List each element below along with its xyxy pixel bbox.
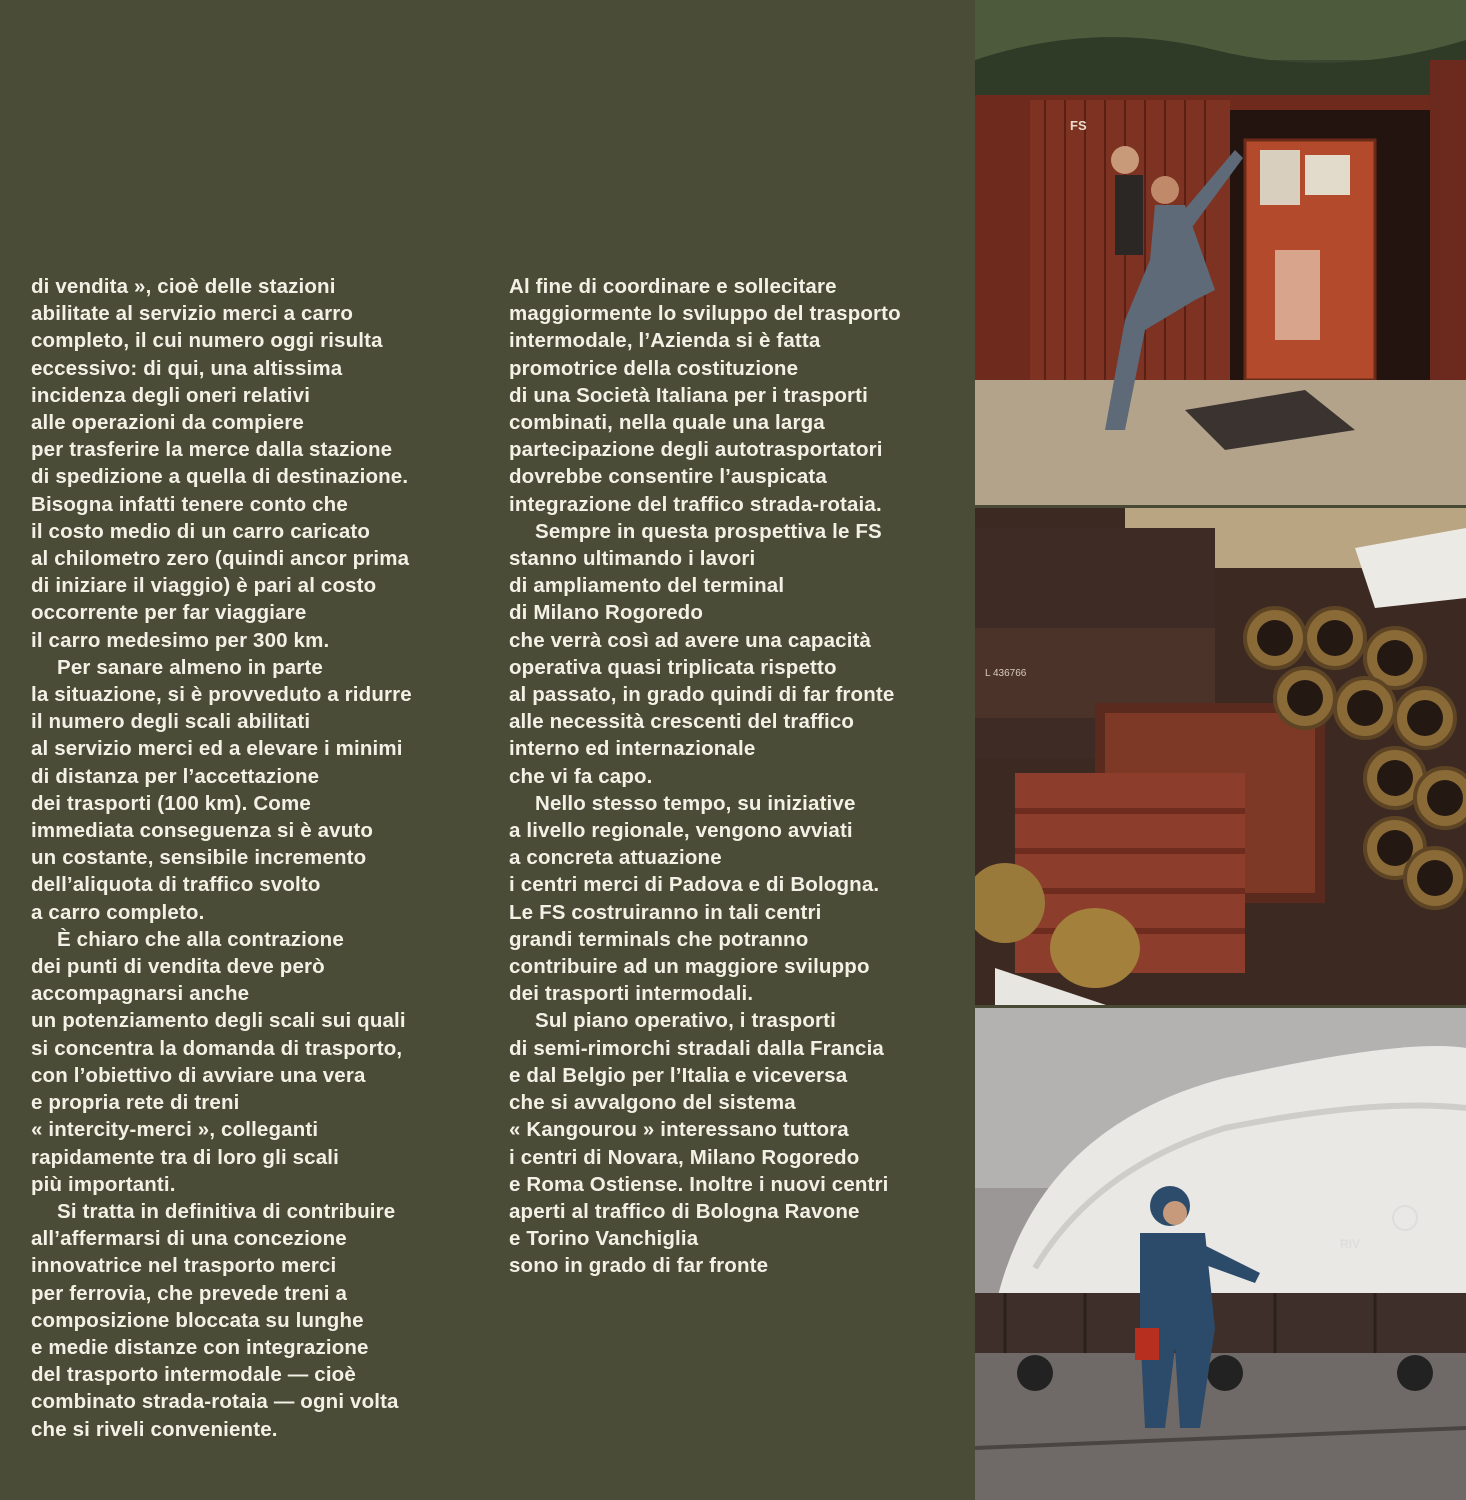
photo-tank-wagons xyxy=(975,1008,1466,1500)
left-column-line: di distanza per l’accettazione xyxy=(31,764,320,788)
right-column-line: Sempre in questa prospettiva le FS xyxy=(535,519,882,543)
right-column-line: di semi-rimorchi stradali dalla Francia xyxy=(509,1036,884,1060)
left-column-line: al servizio merci ed a elevare i minimi xyxy=(31,737,403,761)
right-column-line: aperti al traffico di Bologna Ravone xyxy=(509,1199,860,1223)
left-column-line: del trasporto intermodale — cioè xyxy=(31,1363,356,1387)
left-column-line: si concentra la domanda di trasporto, xyxy=(31,1036,403,1060)
right-column-line: a livello regionale, vengono avviati xyxy=(509,819,853,843)
left-column-line: più importanti. xyxy=(31,1172,176,1196)
left-column-line: abilitate al servizio merci a carro xyxy=(31,302,354,326)
boxcar-illustration xyxy=(975,0,1466,505)
right-column-line: « Kangourou » interessano tuttora xyxy=(509,1118,849,1142)
right-column-line: a concreta attuazione xyxy=(509,846,722,870)
right-column-line: dovrebbe consentire l’auspicata xyxy=(509,465,827,489)
left-column-line: e propria rete di treni xyxy=(31,1091,240,1115)
left-column-line: dei punti di vendita deve però xyxy=(31,955,325,979)
left-column-line: « intercity-merci », colleganti xyxy=(31,1118,319,1142)
left-column-line: un potenziamento degli scali sui quali xyxy=(31,1009,406,1033)
left-column-line: composizione bloccata su lunghe xyxy=(31,1308,364,1332)
left-column-line: per ferrovia, che prevede treni a xyxy=(31,1281,348,1305)
right-column-line: i centri merci di Padova e di Bologna. xyxy=(509,873,880,897)
photo-boxcar-loading xyxy=(975,0,1466,505)
left-column-line: completo, il cui numero oggi risulta xyxy=(31,329,383,353)
left-column-line: occorrente per far viaggiare xyxy=(31,601,307,625)
left-column-line: rapidamente tra di loro gli scali xyxy=(31,1145,339,1169)
left-column-line: immediata conseguenza si è avuto xyxy=(31,819,374,843)
tank-wagon-illustration xyxy=(975,1008,1466,1500)
right-column-line: Al fine di coordinare e sollecitare xyxy=(509,275,837,298)
left-column-line: il costo medio di un carro caricato xyxy=(31,519,371,543)
left-column-line: di spedizione a quella di destinazione. xyxy=(31,465,409,489)
left-column-line: dei trasporti (100 km). Come xyxy=(31,791,311,815)
right-column-line: che si avvalgono del sistema xyxy=(509,1091,796,1115)
left-text-column xyxy=(31,273,491,1443)
right-column-line: di Milano Rogoredo xyxy=(509,601,704,625)
svg-text:FS: FS xyxy=(1070,118,1087,133)
right-column-line: i centri di Novara, Milano Rogoredo xyxy=(509,1145,860,1169)
right-column-line: intermodale, l’Azienda si è fatta xyxy=(509,329,821,353)
right-column-line: integrazione del traffico strada-rotaia. xyxy=(509,492,882,516)
right-column-line: stanno ultimando i lavori xyxy=(509,547,756,571)
left-column-line: Bisogna infatti tenere conto che xyxy=(31,492,348,516)
pipes-illustration xyxy=(975,508,1466,1005)
left-column-line: la situazione, si è provveduto a ridurre xyxy=(31,683,412,707)
right-column-line: e dal Belgio per l’Italia e viceversa xyxy=(509,1063,848,1087)
right-column-line: che verrà così ad avere una capacità xyxy=(509,628,872,652)
left-column-line: al chilometro zero (quindi ancor prima xyxy=(31,547,410,571)
left-column-line: innovatrice nel trasporto merci xyxy=(31,1254,337,1278)
left-column-line: combinato strada-rotaia — ogni volta xyxy=(31,1390,399,1414)
right-column-line: e Torino Vanchiglia xyxy=(509,1227,699,1251)
right-column-line: Nello stesso tempo, su iniziative xyxy=(535,791,856,815)
right-column-line: promotrice della costituzione xyxy=(509,356,799,380)
right-column-line: sono in grado di far fronte xyxy=(509,1254,769,1278)
photo-pipes-wagons xyxy=(975,508,1466,1005)
right-column-line: e Roma Ostiense. Inoltre i nuovi centri xyxy=(509,1172,889,1196)
right-column-line: Le FS costruiranno in tali centri xyxy=(509,900,822,924)
left-column-line: alle operazioni da compiere xyxy=(31,411,304,435)
right-column-line: alle necessità crescenti del traffico xyxy=(509,710,855,734)
left-column-line: eccessivo: di qui, una altissima xyxy=(31,356,343,380)
left-column-line: incidenza degli oneri relativi xyxy=(31,383,311,407)
right-column-line: partecipazione degli autotrasportatori xyxy=(509,438,883,462)
right-column-line: al passato, in grado quindi di far fronte xyxy=(509,683,895,707)
right-column-line: grandi terminals che potranno xyxy=(509,927,809,951)
left-column-line: dell’aliquota di traffico svolto xyxy=(31,873,321,897)
right-column-line: operativa quasi triplicata rispetto xyxy=(509,655,837,679)
left-column-line: È chiaro che alla contrazione xyxy=(57,927,344,951)
right-column-line: interno ed internazionale xyxy=(509,737,756,761)
right-column-line: di una Società Italiana per i trasporti xyxy=(509,383,868,407)
left-column-line: con l’obiettivo di avviare una vera xyxy=(31,1063,366,1087)
right-column-line: di ampliamento del terminal xyxy=(509,574,785,598)
left-column-line: di vendita », cioè delle stazioni xyxy=(31,275,336,298)
right-column-line: contribuire ad un maggiore sviluppo xyxy=(509,955,870,979)
left-column-line: di iniziare il viaggio) è pari al costo xyxy=(31,574,377,598)
right-column-line: che vi fa capo. xyxy=(509,764,653,788)
right-column-line: dei trasporti intermodali. xyxy=(509,982,754,1006)
left-column-line: un costante, sensibile incremento xyxy=(31,846,367,870)
left-column-line: e medie distanze con integrazione xyxy=(31,1335,369,1359)
left-column-line: all’affermarsi di una concezione xyxy=(31,1227,347,1251)
left-column-line: a carro completo. xyxy=(31,900,205,924)
left-column-line: Si tratta in definitiva di contribuire xyxy=(57,1199,396,1223)
right-column-line: combinati, nella quale una larga xyxy=(509,411,825,435)
svg-text:L 436766: L 436766 xyxy=(985,668,1027,679)
right-column-line: Sul piano operativo, i trasporti xyxy=(535,1009,836,1033)
left-column-line: Per sanare almeno in parte xyxy=(57,655,323,679)
left-column-line: per trasferire la merce dalla stazione xyxy=(31,438,393,462)
left-column-line: il carro medesimo per 300 km. xyxy=(31,628,330,652)
right-text-column xyxy=(509,273,969,1280)
left-column-line: che si riveli conveniente. xyxy=(31,1417,278,1441)
left-column-line: accompagnarsi anche xyxy=(31,982,250,1006)
left-column-line: il numero degli scali abilitati xyxy=(31,710,311,734)
svg-text:RIV: RIV xyxy=(1340,1237,1361,1251)
right-column-line: maggiormente lo sviluppo del trasporto xyxy=(509,302,901,326)
